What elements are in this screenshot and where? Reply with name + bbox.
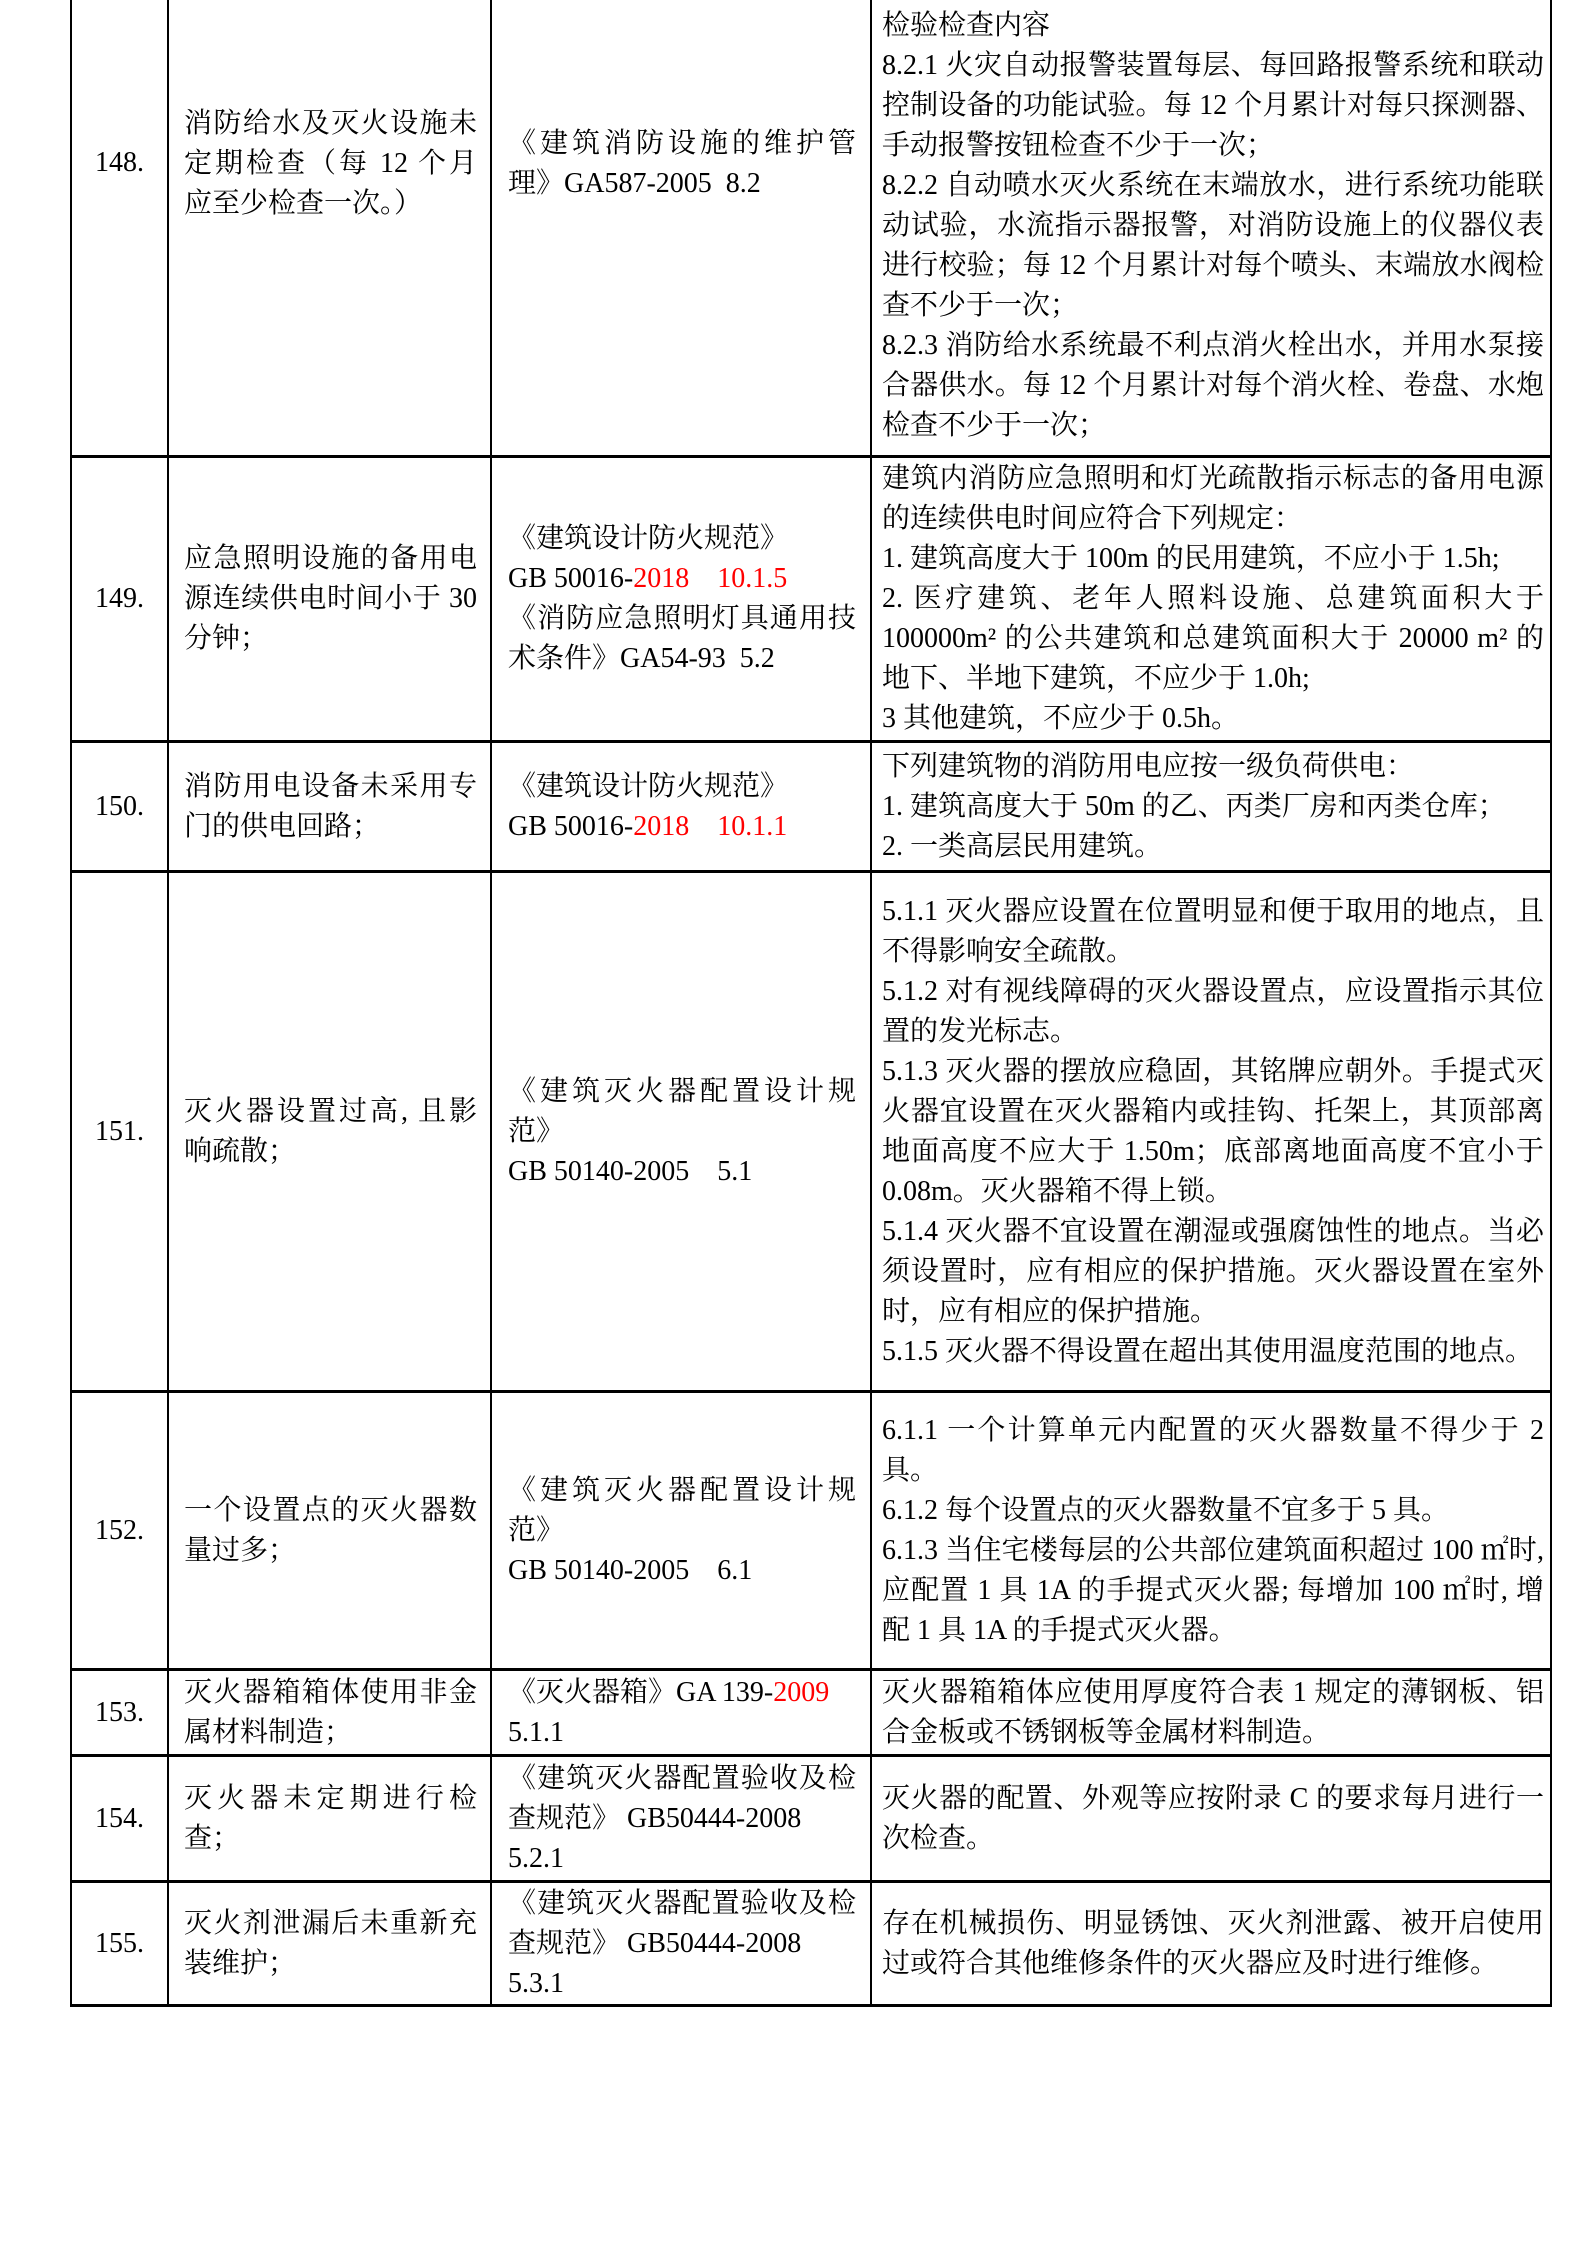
issue-cell: [169, 1671, 492, 1754]
row-number-cell: [72, 1757, 169, 1880]
regulation-text: 《建筑灭火器配置验收及检查规范》 GB50444-2008: [508, 1762, 856, 1834]
row-number: 152.: [95, 1514, 144, 1546]
row-number-cell: [72, 743, 169, 870]
regulation-red-highlight: 2018: [633, 563, 690, 594]
issue-text: 灭火器设置过高, 且影响疏散；: [184, 1095, 477, 1167]
regulation-cell: [492, 1393, 872, 1668]
issue-cell: [169, 458, 492, 740]
row-number: 155.: [95, 1927, 144, 1959]
regulation-line: [508, 1964, 856, 2004]
row-number-cell: [72, 0, 169, 455]
content-cell: [872, 0, 1552, 455]
row-number: 150.: [95, 790, 144, 822]
table-row: [72, 0, 1552, 458]
regulation-text: GB 50016-: [508, 563, 634, 594]
regulation-text: 5.3.1: [508, 1967, 564, 1999]
content-paragraph: 建筑内消防应急照明和灯光疏散指示标志的备用电源的连续供电时间应符合下列规定：: [882, 463, 1544, 534]
regulation-line: [508, 599, 856, 679]
regulation-text: 《建筑灭火器配置验收及检查规范》 GB50444-2008: [508, 1887, 856, 1959]
content-paragraph: 1. 建筑高度大于 50m 的乙、丙类厂房和丙类仓库；: [882, 790, 1506, 822]
regulation-line: [508, 1152, 856, 1192]
content-paragraph: 3 其他建筑，不应少于 0.5h。: [882, 703, 1240, 734]
row-number: 149.: [95, 583, 144, 614]
regulation-cell: [492, 1883, 872, 2004]
table-row: [72, 1883, 1552, 2007]
regulation-text: 《建筑灭火器配置设计规范》: [508, 1075, 856, 1147]
regulation-line: [508, 1673, 856, 1713]
issue-text: 灭火剂泄漏后未重新充装维护；: [184, 1907, 477, 1979]
table-row: [72, 458, 1552, 743]
issue-cell: [169, 1393, 492, 1668]
content-paragraph: 6.1.2 每个设置点的灭火器数量不宜多于 5 具。: [882, 1494, 1450, 1526]
table-row: [72, 1393, 1552, 1671]
table-row: [72, 743, 1552, 873]
content-cell: [872, 458, 1552, 740]
regulation-line: [508, 519, 856, 559]
content-paragraph: 5.1.4 灭火器不宜设置在潮湿或强腐蚀性的地点。当必须设置时，应有相应的保护措施。灭火器设置在室外时，应有相应的保护措施。: [882, 1215, 1544, 1327]
regulation-red-highlight: 10.1.5: [717, 563, 788, 594]
content-paragraph: 8.2.2 自动喷水灭火系统在末端放水，进行系统功能联动试验，水流指示器报警，对消防设施上的仪器仪表进行校验；每 12 个月累计对每个喷头、末端放水阀检查不少于一次；: [882, 170, 1544, 321]
regulation-red-highlight: 10.1.1: [717, 810, 788, 842]
content-cell: [872, 1393, 1552, 1668]
table-row: [72, 1671, 1552, 1757]
regulation-cell: [492, 743, 872, 870]
content-paragraph: 检验检查内容: [882, 10, 1051, 41]
issue-text: 消防用电设备未采用专门的供电回路；: [184, 770, 477, 842]
regulation-line: [508, 807, 856, 847]
row-number-cell: [72, 458, 169, 740]
content-paragraph: 5.1.1 灭火器应设置在位置明显和便于取用的地点，且不得影响安全疏散。: [882, 895, 1544, 967]
regulation-line: [508, 124, 856, 204]
regulation-text: 《消防应急照明灯具通用技术条件》GA54-93 5.2: [508, 603, 856, 674]
regulation-text: 《建筑消防设施的维护管理》GA587-2005 8.2: [508, 127, 856, 199]
regulation-table: [70, 0, 1552, 2007]
content-paragraph: 灭火器箱箱体应使用厚度符合表 1 规定的薄钢板、铝合金板或不锈钢板等金属材料制造。: [882, 1676, 1544, 1748]
content-paragraph: 8.2.1 火灾自动报警装置每层、每回路报警系统和联动控制设备的功能试验。每 12 个月累计对每只探测器、手动报警按钮检查不少于一次；: [882, 50, 1544, 161]
regulation-cell: [492, 1757, 872, 1880]
issue-text: 灭火器未定期进行检查；: [184, 1782, 477, 1854]
regulation-cell: [492, 0, 872, 455]
regulation-cell: [492, 1671, 872, 1754]
issue-cell: [169, 1883, 492, 2004]
row-number-cell: [72, 873, 169, 1390]
regulation-text: GB 50016-: [508, 810, 634, 842]
content-cell: [872, 1883, 1552, 2004]
regulation-text: 《建筑灭火器配置设计规范》: [508, 1474, 856, 1546]
content-cell: [872, 873, 1552, 1390]
regulation-line: [508, 1713, 856, 1753]
regulation-line: [508, 1471, 856, 1551]
content-paragraph: 存在机械损伤、明显锈蚀、灭火剂泄露、被开启使用过或符合其他维修条件的灭火器应及时进行维修。: [882, 1907, 1544, 1979]
content-cell: [872, 743, 1552, 870]
regulation-cell: [492, 873, 872, 1390]
regulation-text: 5.1.1: [508, 1716, 564, 1748]
issue-text: 消防给水及灭火设施未定期检查（每 12 个月应至少检查一次。）: [184, 107, 477, 219]
regulation-text: 《建筑设计防火规范》: [508, 770, 789, 802]
content-paragraph: 2. 医疗建筑、老年人照料设施、总建筑面积大于 100000m² 的公共建筑和总建筑面积大于 20000 m² 的地下、半地下建筑，不应少于 1.0h;: [882, 583, 1544, 694]
content-paragraph: 灭火器的配置、外观等应按附录 C 的要求每月进行一次检查。: [882, 1782, 1544, 1854]
issue-text: 应急照明设施的备用电源连续供电时间小于 30 分钟；: [184, 543, 477, 654]
regulation-line: [508, 1551, 856, 1591]
regulation-text: [689, 811, 717, 842]
content-paragraph: 5.1.2 对有视线障碍的灭火器设置点，应设置指示其位置的发光标志。: [882, 975, 1544, 1047]
regulation-text: 5.2.1: [508, 1842, 564, 1874]
content-paragraph: 5.1.5 灭火器不得设置在超出其使用温度范围的地点。: [882, 1335, 1534, 1367]
regulation-text: 《灭火器箱》GA 139-: [508, 1676, 774, 1708]
row-number: 151.: [95, 1115, 144, 1147]
regulation-red-highlight: 2009: [773, 1676, 830, 1708]
row-number-cell: [72, 1393, 169, 1668]
content-paragraph: 6.1.1 一个计算单元内配置的灭火器数量不得少于 2 具。: [882, 1414, 1544, 1486]
table-row: [72, 873, 1552, 1393]
content-paragraph: 5.1.3 灭火器的摆放应稳固，其铭牌应朝外。手提式灭火器宜设置在灭火器箱内或挂钩、托架上，其顶部离地面高度不应大于 1.50m；底部离地面高度不宜小于 0.08m。灭火器箱不得上锁。: [882, 1055, 1544, 1207]
content-paragraph: 下列建筑物的消防用电应按一级负荷供电：: [882, 750, 1415, 782]
regulation-text: GB 50140-2005 6.1: [508, 1554, 753, 1586]
issue-text: 灭火器箱箱体使用非金属材料制造；: [184, 1676, 477, 1748]
regulation-text: 《建筑设计防火规范》: [508, 523, 789, 554]
row-number: 154.: [95, 1802, 144, 1834]
issue-cell: [169, 873, 492, 1390]
content-paragraph: 2. 一类高层民用建筑。: [882, 830, 1163, 862]
content-paragraph: 6.1.3 当住宅楼每层的公共部位建筑面积超过 100 ㎡时, 应配置 1 具 1A 的手提式灭火器; 每增加 100 ㎡时, 增配 1 具 1A 的手提式灭火器。: [882, 1534, 1544, 1646]
regulation-text: GB 50140-2005 5.1: [508, 1155, 753, 1187]
content-paragraph: 8.2.3 消防给水系统最不利点消火栓出水，并用水泵接合器供水。每 12 个月累计对每个消火栓、卷盘、水炮检查不少于一次；: [882, 330, 1544, 441]
table-row: [72, 1757, 1552, 1883]
regulation-red-highlight: 2018: [633, 810, 690, 842]
row-number: 153.: [95, 1696, 144, 1728]
regulation-line: [508, 559, 856, 599]
row-number: 148.: [95, 146, 144, 178]
content-cell: [872, 1757, 1552, 1880]
regulation-line: [508, 767, 856, 807]
regulation-line: [508, 1072, 856, 1152]
regulation-line: [508, 1884, 856, 1964]
issue-cell: [169, 1757, 492, 1880]
row-number-cell: [72, 1883, 169, 2004]
regulation-line: [508, 1759, 856, 1839]
content-cell: [872, 1671, 1552, 1754]
issue-text: 一个设置点的灭火器数量过多；: [184, 1494, 477, 1566]
content-paragraph: 1. 建筑高度大于 100m 的民用建筑，不应小于 1.5h;: [882, 543, 1500, 574]
issue-cell: [169, 0, 492, 455]
regulation-text: [689, 563, 717, 594]
regulation-cell: [492, 458, 872, 740]
issue-cell: [169, 743, 492, 870]
regulation-line: [508, 1839, 856, 1879]
row-number-cell: [72, 1671, 169, 1754]
